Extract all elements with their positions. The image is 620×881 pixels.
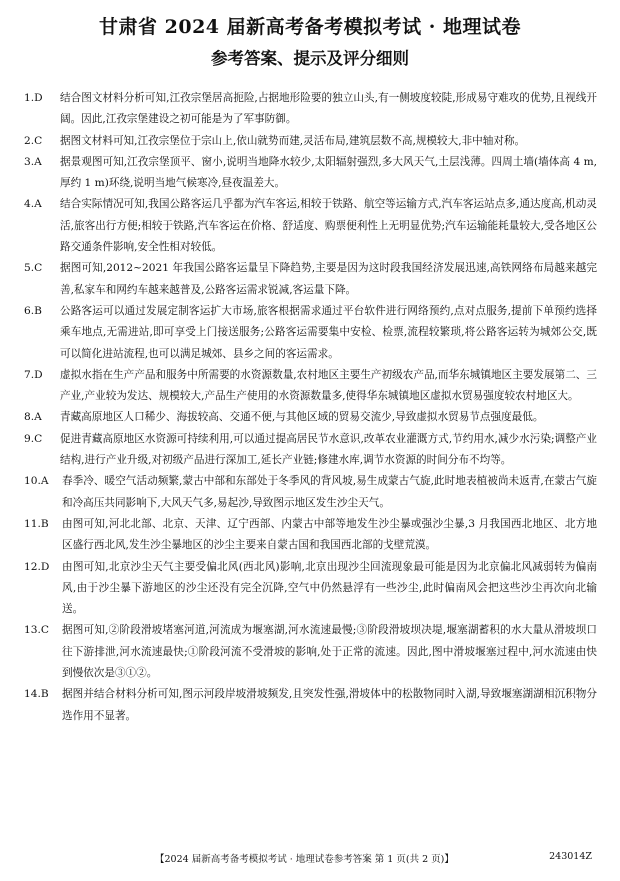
- answer-explanation: 结合实际情况可知,我国公路客运几乎都为汽车客运,相较于铁路、航空等运输方式,汽车客运站点多,通达度高,机动灵活,旅客出行方便;相较于铁路,汽车客运在价格、舒适度、购票便利性上无明显优势;汽车运输能耗量较大,受各地区公路交通条件影响,安全性相对较低。: [60, 198, 597, 254]
- answer-explanation: 由图可知,河北北部、北京、天津、辽宁西部、内蒙古中部等地发生沙尘暴或强沙尘暴,3 月我国西北地区、北方地区盛行西北风,发生沙尘暴地区的沙尘主要来自蒙古国和我国西北部的戈壁荒漠。: [62, 517, 597, 552]
- answer-number: 8.A: [24, 411, 42, 424]
- answer-number: 11.B: [24, 517, 49, 530]
- answer-explanation: 据图文材料可知,江孜宗堡位于宗山上,依山就势而建,灵活布局,建筑层数不高,规模较大,非中轴对称。: [60, 134, 526, 147]
- answer-number: 13.C: [24, 624, 49, 637]
- answer-number: 14.B: [24, 688, 49, 701]
- footer-page-info: 【2024 届新高考备考模拟考试 · 地理试卷参考答案 第 1 页(共 2 页)】: [155, 854, 454, 865]
- answer-item: [24, 557, 597, 621]
- answer-number: 5.C: [24, 262, 43, 275]
- answer-explanation: 据图并结合材料分析可知,图示河段岸坡滑坡频发,且突发性强,滑坡体中的松散物同时入湖,导致堰塞湖湖相沉积物分选作用不显著。: [62, 688, 597, 722]
- answer-number: 4.A: [24, 198, 42, 211]
- answer-item: [24, 258, 597, 301]
- answer-item: [24, 88, 597, 131]
- answer-item: [24, 365, 597, 408]
- answer-number: 10.A: [24, 475, 49, 488]
- footer-paper-code: 243014Z: [549, 851, 592, 862]
- answer-item: [24, 152, 597, 195]
- answer-number: 6.B: [24, 304, 42, 317]
- answer-number: 9.C: [24, 432, 43, 445]
- page-title: 甘肃省 2024 届新高考备考模拟考试 · 地理试卷: [99, 16, 521, 38]
- answer-explanation: 春季冷、暖空气活动频繁,蒙古中部和东部处于冬季风的背风坡,易生成蒙古气旋,此时地表植被尚未返青,在蒙古气旋和冷高压共同影响下,大风天气多,易起沙,导致图示地区发生沙尘天气。: [62, 475, 597, 509]
- answer-item: [24, 301, 597, 365]
- answer-item: [24, 620, 597, 684]
- answer-explanation: 据景观图可知,江孜宗堡顶平、窗小,说明当地降水较少,太阳辐射强烈,多大风天气,土层浅薄。四周土墙(墙体高 4 m,厚约 1 m)环绕,说明当地气候寒冷,昼夜温差大。: [60, 155, 597, 190]
- page-subtitle: 参考答案、提示及评分细则: [211, 49, 409, 68]
- answer-number: 2.C: [24, 134, 43, 147]
- answer-explanation: 据图可知,2012~2021 年我国公路客运量呈下降趋势,主要是因为这时段我国经济发展迅速,高铁网络布局越来越完善,私家车和网约车越来越普及,公路客运需求锐减,客运量下降。: [60, 262, 597, 296]
- answer-item: [24, 471, 597, 514]
- answer-item: [24, 131, 597, 152]
- answer-explanation: 促进青藏高原地区水资源可持续利用,可以通过提高居民节水意识,改革农业灌溉方式,节约用水,减少水污染;调整产业结构,进行产业升级,对初级产品进行深加工,延长产业链;修建水库,调节水资源的时间分布不均等。: [60, 432, 597, 467]
- answer-number: 1.D: [24, 92, 43, 104]
- answer-explanation: 结合图文材料分析可知,江孜宗堡居高扼险,占据地形险要的独立山头,有一侧坡度较陡,形成易守难攻的优势,且视线开阔。因此,江孜宗堡建设之初可能是为了军事防御。: [60, 92, 597, 126]
- answer-explanation: 青藏高原地区人口稀少、海拔较高、交通不便,与其他区域的贸易交流少,导致虚拟水贸易节点强度最低。: [60, 411, 544, 424]
- answer-explanation: 由图可知,北京沙尘天气主要受偏北风(西北风)影响,北京出现沙尘回流现象最可能是因为北京偏北风减弱转为偏南风,由于沙尘暴下游地区的沙尘还没有完全沉降,空气中仍然悬浮有一些沙尘,此时偏南风会把这些沙尘再次向北输送。: [62, 560, 597, 616]
- answer-explanation: 公路客运可以通过发展定制客运扩大市场,旅客根据需求通过平台软件进行网络预约,点对点服务,提前下单预约选择乘车地点,无需进站,即可享受上门接送服务;公路客运需要集中安检、检票,流程较繁琐,将公路客运转为城郊公交,既可以简化进站流程,也可以满足城郊、县乡之间的客运需求。: [60, 304, 597, 360]
- answer-item: [24, 429, 597, 472]
- answer-number: 12.D: [24, 560, 50, 573]
- answer-item: [24, 407, 597, 428]
- answer-number: 3.A: [24, 155, 42, 168]
- answer-item: [24, 684, 597, 727]
- answer-explanation: 据图可知,②阶段滑坡堵塞河道,河流成为堰塞湖,河水流速最慢;③阶段滑坡坝决堤,堰塞湖蓄积的水大量从滑坡坝口往下游排泄,河水流速最快;①阶段河流不受滑坡的影响,处于正常的流速。因此,图中滑坡堰塞过程中,河水流速由快到慢依次是③①②。: [62, 624, 597, 680]
- answer-item: [24, 194, 597, 258]
- answer-list: [24, 88, 597, 727]
- answer-explanation: 虚拟水指在生产产品和服务中所需要的水资源数量,农村地区主要生产初级农产品,而华东城镇地区主要发展第二、三产业,产业较为发达、规模较大,产品生产使用的水资源数量多,使得华东城镇地区虚拟水贸易强度较农村地区大。: [60, 368, 597, 403]
- answer-number: 7.D: [24, 368, 43, 381]
- answer-item: [24, 514, 597, 557]
